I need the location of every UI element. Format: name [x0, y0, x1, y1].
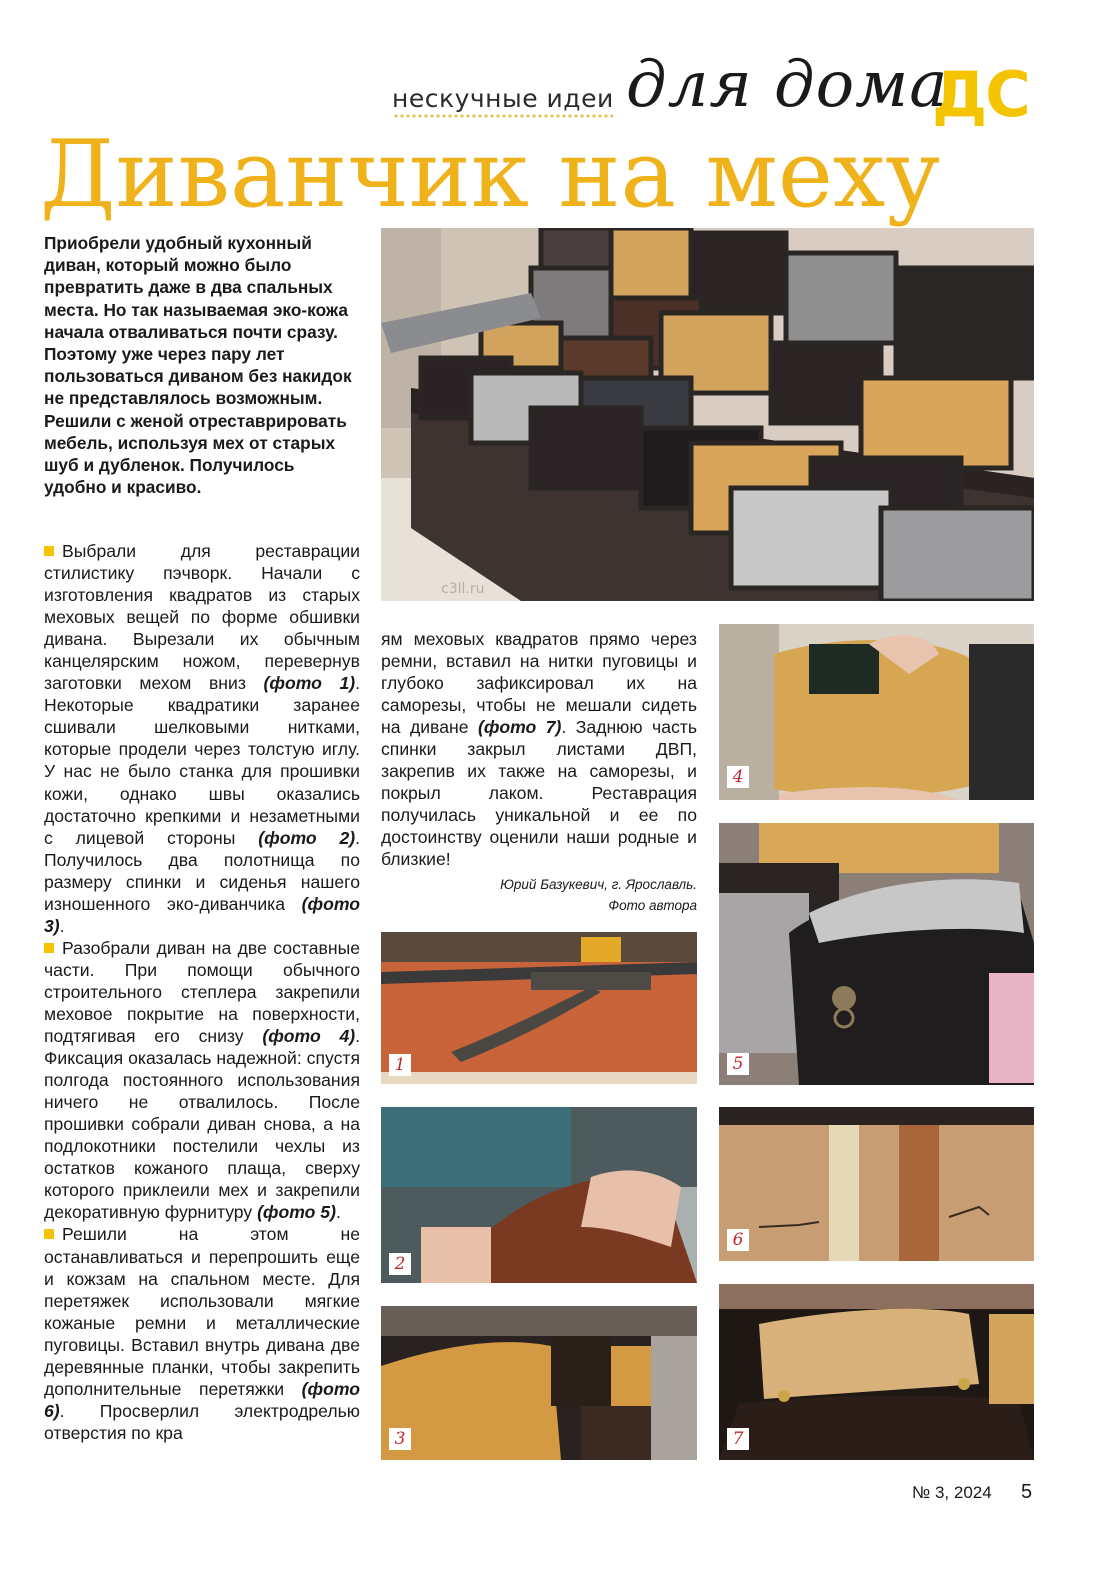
photo-reference: (фото 4)	[262, 1026, 356, 1047]
paragraph-3: Решили на этом не останавливаться и перепрошить еще и кожзам на спальном месте. Для перетяжек использовали мягкие кожаные ремни и металлические пуговицы. Вставил внутрь дивана две деревянные планки, чтобы закрепить дополнительные перетяжки (фото 6). Просверлил электродрелью отверстия по кра	[44, 1224, 360, 1443]
photo-reference: (фото 2)	[258, 827, 356, 848]
photo-2-sewing	[381, 1107, 697, 1283]
issue-number: № 3, 2024	[912, 1483, 992, 1502]
photo-4-stapling	[719, 624, 1034, 800]
photo-number: 7	[727, 1428, 749, 1450]
article-title: Диванчик на меху	[40, 120, 941, 228]
photo-1-illustration	[381, 932, 697, 1084]
photo-reference: (фото 5)	[257, 1202, 336, 1223]
bullet-square-icon	[44, 546, 54, 556]
photo-7-illustration	[719, 1284, 1034, 1460]
section-kicker: нескучные идеи	[392, 84, 614, 113]
photo-credit: Фото автора	[608, 898, 697, 913]
photo-number: 3	[389, 1428, 411, 1450]
photo-number: 2	[389, 1253, 411, 1275]
body-column-2	[381, 628, 697, 871]
photo-7-buttons	[719, 1284, 1034, 1460]
photo-reference: (фото 1)	[263, 673, 356, 694]
photo-3-illustration	[381, 1306, 697, 1460]
photo-number: 5	[727, 1053, 749, 1075]
article-lead: Приобрели удобный кухонный диван, который можно было превратить даже в два спальных места. Но так называемая эко-кожа начала отваливаться почти сразу. Поэтому уже через пару лет пользоваться диваном без накидок не представлялось возможным. Решили с женой отреставрировать мебель, используя мех от старых шуб и дубленок. Получилось удобно и красиво.	[44, 233, 352, 498]
photo-5-illustration	[719, 823, 1034, 1085]
body-column-1	[44, 540, 360, 1444]
photo-6-wooden-slats	[719, 1107, 1034, 1261]
photo-1-cutting-fur	[381, 932, 697, 1084]
photo-reference: (фото 6)	[44, 1378, 360, 1421]
photo-number: 6	[727, 1229, 749, 1251]
sofa-illustration	[381, 228, 1034, 601]
photo-6-illustration	[719, 1107, 1034, 1261]
photo-3-patchwork-panel	[381, 1306, 697, 1460]
author-credit	[381, 874, 697, 916]
hero-photo-sofa	[381, 228, 1034, 601]
paragraph-4: ям меховых квадратов прямо через ремни, вставил на нитки пуговицы и глубоко зафиксировал их на саморезы, чтобы не мешали сидеть на диване (фото 7). Заднюю часть спинки закрыл листами ДВП, закрепив их также на саморезы, и покрыл лаком. Реставрация получилась уникальной и ее по достоинству оценили наши родные и близкие!	[381, 629, 697, 870]
photo-number: 1	[389, 1054, 411, 1076]
photo-4-illustration	[719, 624, 1034, 800]
photo-5-armrest	[719, 823, 1034, 1085]
magazine-logo: ДС	[932, 58, 1029, 131]
photo-watermark: c3ll.ru	[441, 581, 485, 597]
page-number: 5	[1021, 1481, 1033, 1503]
photo-number: 4	[727, 766, 749, 788]
photo-2-illustration	[381, 1107, 697, 1283]
kicker-underline	[393, 113, 613, 119]
section-title: для дома	[626, 48, 949, 122]
author-name: Юрий Базукевич, г. Ярославль.	[500, 877, 697, 892]
bullet-square-icon	[44, 1229, 54, 1239]
paragraph-2: Разобрали диван на две составные части. При помощи обычного строительного степлера закрепили меховое покрытие на поверхности, подтягивая его снизу (фото 4). Фиксация оказалась надежной: спустя полгода постоянного использования ничего не отвалилось. После прошивки собрали диван снова, а на подлокотники постелили чехлы из остатков кожаного плаща, сверху которого приклеили мех и закрепили декоративную фурнитуру (фото 5).	[44, 937, 360, 1223]
photo-reference: (фото 3)	[44, 893, 360, 936]
paragraph-1: Выбрали для реставрации стилистику пэчворк. Начали с изготовления квадратов из старых меховых вещей по форме обшивки дивана. Вырезали их обычным канцелярским ножом, перевернув заготовки мехом вниз (фото 1). Некоторые квадратики заранее сшивали шелковыми нитками, которые продели через толстую иглу. У нас не было станка для прошивки кожи, однако швы оказались достаточно крепкими и незаметными с лицевой стороны (фото 2). Получилось два полотнища по размеру спинки и сиденья нашего изношенного эко-диванчика (фото 3).	[44, 541, 360, 936]
photo-reference: (фото 7)	[477, 717, 562, 738]
bullet-square-icon	[44, 943, 54, 953]
